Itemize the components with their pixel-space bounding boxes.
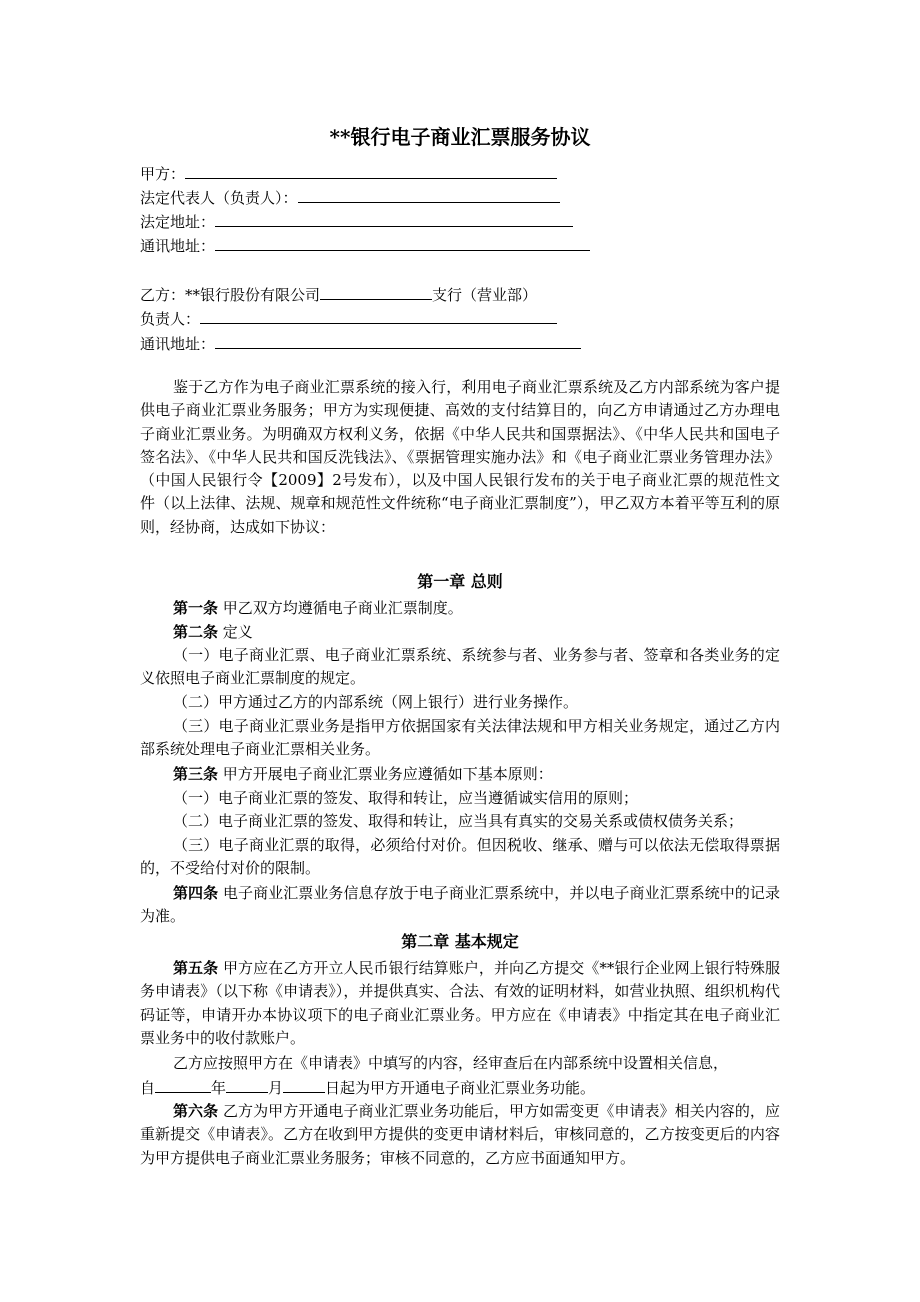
party-a-blank [185, 163, 557, 179]
party-b-branch-blank [320, 284, 432, 300]
party-a-line [140, 163, 557, 184]
article-5-text: 甲方应在乙方开立人民币银行结算账户，并向乙方提交《**银行企业网上银行特殊服务申请表》（以下称《申请表》），并提供真实、合法、有效的证明材料，如营业执照、组织机构代码证等，申请开办本协议项下的电子商业汇票业务。甲方应在《申请表》中指定其在电子商业汇票业务中的收付款账户。 [140, 959, 780, 1047]
document-title: **银行电子商业汇票服务协议 [329, 125, 591, 149]
article-2-text: 定义 [222, 623, 253, 641]
chapter-2-heading: 第二章 基本规定 [401, 932, 519, 951]
article-6-text: 乙方为甲方开通电子商业汇票业务功能后，甲方如需变更《申请表》相关内容的，应重新提交《申请表》。乙方在收到甲方提供的变更申请材料后，审核同意的，乙方按变更后的内容为甲方提供电子商业汇票业务服务；审核不同意的，乙方应书面通知甲方。 [140, 1102, 780, 1167]
date-prefix: 自 [140, 1079, 156, 1097]
article-6-label: 第六条 [173, 1102, 219, 1120]
preamble: 鉴于乙方作为电子商业汇票系统的接入行，利用电子商业汇票系统及乙方内部系统为客户提供电子商业汇票业务服务；甲方为实现便捷、高效的支付结算目的，向乙方申请通过乙方办理电子商业汇票业务。为明确双方权利义务，依据《中华人民共和国票据法》、《中华人民共和国电子签名法》、《中华人民共和国反洗钱法》、《票据管理实施办法》和《电子商业汇票业务管理办法》（中国人民银行令【2009】2号发布），以及中国人民银行发布的关于电子商业汇票的规范性文件（以上法律、法规、规章和规范性文件统称“电子商业汇票制度”），甲乙双方本着平等互利的原则，经协商，达成如下协议： [140, 378, 780, 536]
article-3-text: 甲方开展电子商业汇票业务应遵循如下基本原则： [222, 765, 553, 783]
article-4 [140, 882, 780, 929]
party-a-rep-label: 法定代表人（负责人）： [140, 189, 298, 207]
party-b-comm-blank [215, 333, 581, 349]
party-a-comm-label: 通讯地址： [140, 237, 216, 255]
day-blank [283, 1077, 325, 1093]
article-3-label: 第三条 [173, 765, 219, 783]
date-month: 月 [268, 1079, 284, 1097]
party-b-line [140, 284, 537, 305]
article-3-item-3: （三）电子商业汇票的取得，必须给付对价。但因税收、继承、赠与可以依法无偿取得票据的，不受给付对价的限制。 [140, 836, 780, 878]
article-3-item-2: （二）电子商业汇票的签发、取得和转让，应当具有真实的交易关系或债权债务关系； [173, 812, 744, 830]
article-5-paragraph-2: 乙方应按照甲方在《申请表》中填写的内容，经审查后在内部系统中设置相关信息， [173, 1054, 729, 1072]
article-5 [140, 957, 780, 1050]
article-2-item-1: （一）电子商业汇票、电子商业汇票系统、系统参与者、业务参与者、签章和各类业务的定义依照电子商业汇票制度的规定。 [140, 646, 780, 688]
party-a-comm-line [140, 235, 590, 256]
party-b-head-blank [200, 308, 557, 324]
date-suffix: 日起为甲方开通电子商业汇票业务功能。 [325, 1079, 596, 1097]
party-a-addr-line [140, 211, 573, 232]
article-3 [140, 763, 780, 786]
party-a-comm-blank [215, 235, 590, 251]
party-a-rep-blank [298, 187, 560, 203]
date-year: 年 [211, 1079, 227, 1097]
article-3-item-1: （一）电子商业汇票的签发、取得和转让，应当遵循诚实信用的原则； [173, 789, 639, 807]
party-a-addr-blank [215, 211, 573, 227]
article-1 [140, 597, 780, 620]
party-b-label-suffix: 支行（营业部） [432, 286, 538, 304]
article-1-text: 甲乙双方均遵循电子商业汇票制度。 [222, 599, 463, 617]
party-b-comm-label: 通讯地址： [140, 335, 216, 353]
article-2-label: 第二条 [173, 623, 219, 641]
article-1-label: 第一条 [173, 599, 219, 617]
party-b-comm-line [140, 333, 581, 354]
chapter-1-heading: 第一章 总则 [417, 572, 503, 591]
party-a-addr-label: 法定地址： [140, 213, 216, 231]
party-a-label: 甲方： [140, 165, 186, 183]
article-2-item-3: （三）电子商业汇票业务是指甲方依据国家有关法律法规和甲方相关业务规定，通过乙方内部系统处理电子商业汇票相关业务。 [140, 717, 780, 759]
party-a-rep-line [140, 187, 560, 208]
article-2 [140, 621, 780, 644]
article-4-text: 电子商业汇票业务信息存放于电子商业汇票系统中，并以电子商业汇票系统中的记录为准。 [140, 884, 780, 926]
article-2-item-2: （二）甲方通过乙方的内部系统（网上银行）进行业务操作。 [173, 693, 579, 711]
activation-date-line [140, 1077, 595, 1098]
party-b-label-prefix: 乙方：**银行股份有限公司 [140, 286, 321, 304]
article-5-label: 第五条 [173, 959, 219, 977]
party-b-head-label: 负责人： [140, 310, 201, 328]
article-4-label: 第四条 [173, 884, 219, 902]
year-blank [155, 1077, 211, 1093]
party-b-head-line [140, 308, 557, 329]
article-6 [140, 1100, 780, 1170]
month-blank [226, 1077, 268, 1093]
